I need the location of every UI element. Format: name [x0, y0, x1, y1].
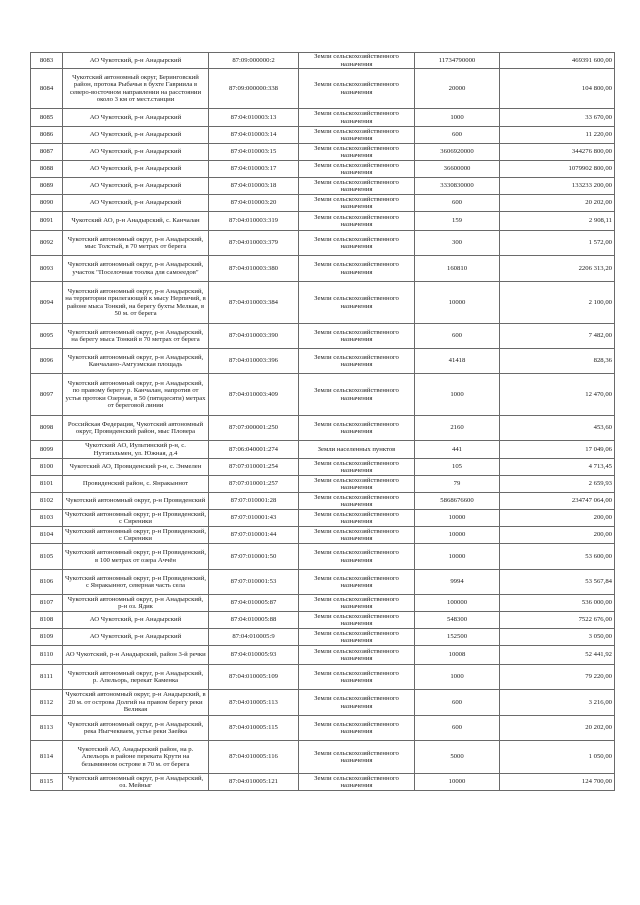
land-category: Земли сельскохозяйственного назначения — [299, 459, 415, 476]
land-category: Земли сельскохозяйственного назначения — [299, 195, 415, 212]
cadastral-number: 87:07:000001:250 — [209, 416, 299, 441]
land-category: Земли сельскохозяйственного назначения — [299, 282, 415, 324]
table-row — [31, 646, 615, 665]
parcel-number: 8111 — [31, 665, 63, 690]
parcel-area: 441 — [415, 441, 500, 459]
parcel-number: 8083 — [31, 53, 63, 69]
parcel-area: 20000 — [415, 69, 500, 109]
parcel-area: 548300 — [415, 612, 500, 629]
land-category: Земли сельскохозяйственного назначения — [299, 476, 415, 493]
table-row — [31, 109, 615, 127]
table-row — [31, 144, 615, 161]
cadastral-number: 87:04:010003:319 — [209, 212, 299, 231]
cadastral-value: 124 700,00 — [500, 774, 615, 791]
cadastral-number: 87:04:010003:20 — [209, 195, 299, 212]
cadastral-number: 87:04:010003:13 — [209, 109, 299, 127]
land-category: Земли сельскохозяйственного назначения — [299, 416, 415, 441]
parcel-number: 8107 — [31, 595, 63, 612]
land-category: Земли сельскохозяйственного назначения — [299, 595, 415, 612]
cadastral-value: 53 600,00 — [500, 544, 615, 570]
parcel-address: Чукотский АО, Иультинский р-н, с. Нутэпэльмен, ул. Южная, д.4 — [63, 441, 209, 459]
cadastral-value: 1 572,00 — [500, 231, 615, 256]
cadastral-number: 87:04:010003:409 — [209, 374, 299, 416]
cadastral-number: 87:04:010005:113 — [209, 690, 299, 716]
parcel-number: 8104 — [31, 527, 63, 544]
parcel-address: АО Чукотский, р-н Анадырский — [63, 161, 209, 178]
cadastral-value: 453,60 — [500, 416, 615, 441]
parcel-number: 8112 — [31, 690, 63, 716]
cadastral-value: 17 049,06 — [500, 441, 615, 459]
land-category: Земли сельскохозяйственного назначения — [299, 510, 415, 527]
land-category: Земли сельскохозяйственного назначения — [299, 544, 415, 570]
cadastral-value: 344276 800,00 — [500, 144, 615, 161]
parcel-number: 8114 — [31, 741, 63, 774]
cadastral-number: 87:04:010003:15 — [209, 144, 299, 161]
parcel-number: 8110 — [31, 646, 63, 665]
land-category: Земли сельскохозяйственного назначения — [299, 144, 415, 161]
land-category: Земли сельскохозяйственного назначения — [299, 161, 415, 178]
land-category: Земли сельскохозяйственного назначения — [299, 256, 415, 282]
parcel-address: Чукотский автономный округ, р-н Анадырский, р. Апельорь, перекат Каменка — [63, 665, 209, 690]
table-row — [31, 716, 615, 741]
parcel-address: Чукотский автономный округ, р-н Анадырский, по правому берегу р. Канчалан, напротив от устья протоки Озерная, в 50 (пятидесяти) метрах от береговой линии — [63, 374, 209, 416]
parcel-number: 8096 — [31, 349, 63, 374]
cadastral-value: 2 659,93 — [500, 476, 615, 493]
parcel-number: 8106 — [31, 570, 63, 595]
table-row — [31, 459, 615, 476]
parcel-area: 1000 — [415, 665, 500, 690]
land-category: Земли сельскохозяйственного назначения — [299, 349, 415, 374]
cadastral-number: 87:04:010005:116 — [209, 741, 299, 774]
cadastral-value: 7 482,00 — [500, 324, 615, 349]
cadastral-value: 52 441,92 — [500, 646, 615, 665]
land-category: Земли сельскохозяйственного назначения — [299, 690, 415, 716]
land-category: Земли сельскохозяйственного назначения — [299, 231, 415, 256]
cadastral-number: 87:04:010005:9 — [209, 629, 299, 646]
parcel-area: 600 — [415, 127, 500, 144]
table-row — [31, 195, 615, 212]
parcel-address: Чукотский автономный округ, р-н Анадырский, р-н оз. Ядик — [63, 595, 209, 612]
parcel-area: 300 — [415, 231, 500, 256]
parcel-area: 105 — [415, 459, 500, 476]
cadastral-number: 87:04:010003:390 — [209, 324, 299, 349]
cadastral-value: 3 050,00 — [500, 629, 615, 646]
parcel-area: 160810 — [415, 256, 500, 282]
parcel-number: 8099 — [31, 441, 63, 459]
parcel-address: Чукотский автономный округ, р-н Анадырский, в 20 м. от острова Долгий на правом берегу реки Великая — [63, 690, 209, 716]
cadastral-number: 87:07:010001:44 — [209, 527, 299, 544]
land-category: Земли сельскохозяйственного назначения — [299, 570, 415, 595]
table-row — [31, 69, 615, 109]
parcel-address: АО Чукотский, р-н Анадырский — [63, 178, 209, 195]
cadastral-number: 87:04:010005:115 — [209, 716, 299, 741]
cadastral-value: 11 220,00 — [500, 127, 615, 144]
cadastral-value: 33 670,00 — [500, 109, 615, 127]
land-category: Земли сельскохозяйственного назначения — [299, 612, 415, 629]
table-row — [31, 127, 615, 144]
table-row — [31, 324, 615, 349]
land-category: Земли сельскохозяйственного назначения — [299, 212, 415, 231]
parcel-address: АО Чукотский, р-н Анадырский — [63, 53, 209, 69]
cadastral-value: 20 202,00 — [500, 716, 615, 741]
land-category: Земли сельскохозяйственного назначения — [299, 53, 415, 69]
cadastral-value: 1 050,00 — [500, 741, 615, 774]
table-row — [31, 256, 615, 282]
parcel-area: 11734790000 — [415, 53, 500, 69]
parcel-address: Чукотский автономный округ, р-н Анадырский, Канчалано-Амгуэмская площадь — [63, 349, 209, 374]
cadastral-number: 87:04:010003:14 — [209, 127, 299, 144]
cadastral-value: 133233 200,00 — [500, 178, 615, 195]
parcel-area: 1000 — [415, 109, 500, 127]
parcel-address: Чукотский автономный округ, р-н Анадырский, на территории прилегающей к мысу Нерпичий, в районе мыса Тонкий, на берегу бухты Мелкая, в 50 м. от берега — [63, 282, 209, 324]
table-row — [31, 161, 615, 178]
parcel-address: АО Чукотский, р-н Анадырский — [63, 195, 209, 212]
parcel-number: 8102 — [31, 493, 63, 510]
cadastral-value: 2 100,00 — [500, 282, 615, 324]
parcel-number: 8095 — [31, 324, 63, 349]
cadastral-number: 87:04:010003:396 — [209, 349, 299, 374]
cadastral-number: 87:07:010001:50 — [209, 544, 299, 570]
cadastral-number: 87:07:010001:28 — [209, 493, 299, 510]
table-row — [31, 629, 615, 646]
parcel-address: Чукотский автономный округ, р-н Провиденский — [63, 493, 209, 510]
parcel-area: 10000 — [415, 282, 500, 324]
parcel-number: 8101 — [31, 476, 63, 493]
cadastral-number: 87:07:010001:43 — [209, 510, 299, 527]
parcel-address: Чукотский автономный округ, Беринговский район, протока Рыбачья в бухте Гавриила в северо-восточном направлении на расстоянии около 3 км от мест.станции — [63, 69, 209, 109]
parcel-area: 10000 — [415, 510, 500, 527]
parcel-area: 600 — [415, 195, 500, 212]
table-row — [31, 612, 615, 629]
parcel-area: 3606920000 — [415, 144, 500, 161]
parcel-area: 5868676600 — [415, 493, 500, 510]
table-row — [31, 544, 615, 570]
cadastral-value: 200,00 — [500, 527, 615, 544]
cadastral-value: 200,00 — [500, 510, 615, 527]
parcel-area: 3330830000 — [415, 178, 500, 195]
cadastral-value: 3 216,00 — [500, 690, 615, 716]
parcel-area: 10000 — [415, 544, 500, 570]
cadastral-number: 87:04:010003:384 — [209, 282, 299, 324]
parcel-number: 8085 — [31, 109, 63, 127]
table-row — [31, 416, 615, 441]
parcel-number: 8100 — [31, 459, 63, 476]
cadastral-number: 87:04:010005:109 — [209, 665, 299, 690]
cadastral-number: 87:04:010005:121 — [209, 774, 299, 791]
parcel-address: АО Чукотский, р-н Анадырский — [63, 629, 209, 646]
table-row — [31, 570, 615, 595]
cadastral-value: 12 470,00 — [500, 374, 615, 416]
parcel-address: Чукотский автономный округ, р-н Анадырский, река Ныгчекваем, устье реки Заейка — [63, 716, 209, 741]
parcel-area: 100000 — [415, 595, 500, 612]
parcel-number: 8087 — [31, 144, 63, 161]
parcel-address: Чукотский АО, р-н Анадырский, с. Канчалан — [63, 212, 209, 231]
land-category: Земли сельскохозяйственного назначения — [299, 741, 415, 774]
land-category: Земли сельскохозяйственного назначения — [299, 716, 415, 741]
table-row — [31, 690, 615, 716]
parcel-address: АО Чукотский, р-н Анадырский — [63, 144, 209, 161]
cadastral-value: 20 202,00 — [500, 195, 615, 212]
parcel-area: 10008 — [415, 646, 500, 665]
parcel-area: 9994 — [415, 570, 500, 595]
cadastral-value: 104 800,00 — [500, 69, 615, 109]
parcel-number: 8115 — [31, 774, 63, 791]
cadastral-value: 7522 676,00 — [500, 612, 615, 629]
parcel-address: Чукотский автономный округ, р-н Анадырский, мыс Толстый, в 70 метрах от берега — [63, 231, 209, 256]
cadastral-number: 87:07:010001:254 — [209, 459, 299, 476]
parcel-area: 79 — [415, 476, 500, 493]
parcel-address: АО Чукотский, р-н Анадырский — [63, 127, 209, 144]
parcel-area: 1000 — [415, 374, 500, 416]
land-category: Земли сельскохозяйственного назначения — [299, 109, 415, 127]
land-category: Земли сельскохозяйственного назначения — [299, 69, 415, 109]
table-row — [31, 741, 615, 774]
cadastral-value: 2206 313,20 — [500, 256, 615, 282]
table-row — [31, 510, 615, 527]
table-row — [31, 665, 615, 690]
parcel-area: 10000 — [415, 774, 500, 791]
land-category: Земли сельскохозяйственного назначения — [299, 127, 415, 144]
table-row — [31, 493, 615, 510]
cadastral-number: 87:04:010005:93 — [209, 646, 299, 665]
parcel-number: 8093 — [31, 256, 63, 282]
parcel-number: 8094 — [31, 282, 63, 324]
parcel-address: Чукотский автономный округ, р-н Провиденский, в 100 метрах от озера Аччён — [63, 544, 209, 570]
parcel-address: Чукотский автономный округ, р-н Анадырский, на берегу мыса Тонкий в 70 метрах от берега — [63, 324, 209, 349]
land-category: Земли населенных пунктов — [299, 441, 415, 459]
cadastral-value: 2 908,11 — [500, 212, 615, 231]
land-category: Земли сельскохозяйственного назначения — [299, 493, 415, 510]
cadastral-number: 87:07:010001:257 — [209, 476, 299, 493]
parcel-number: 8092 — [31, 231, 63, 256]
parcel-address: Провиденский район, с. Янракыннот — [63, 476, 209, 493]
cadastral-number: 87:09:000000:338 — [209, 69, 299, 109]
parcel-address: Чукотский АО, Анадырский район, на р. Апельорь в районе переката Крути на безымянном острове в 70 м. от берега — [63, 741, 209, 774]
parcel-area: 600 — [415, 690, 500, 716]
parcel-address: Чукотский автономный округ, р-н Анадырский, оз. Мейныг — [63, 774, 209, 791]
land-category: Земли сельскохозяйственного назначения — [299, 527, 415, 544]
parcel-address: Российская Федерация, Чукотский автономный округ, Провиденский район, мыс Пловера — [63, 416, 209, 441]
table-row — [31, 349, 615, 374]
parcel-address: АО Чукотский, р-н Анадырский, район 3-й речки — [63, 646, 209, 665]
parcel-area: 36600000 — [415, 161, 500, 178]
table-row — [31, 441, 615, 459]
cadastral-number: 87:04:010003:379 — [209, 231, 299, 256]
parcel-area: 600 — [415, 324, 500, 349]
parcel-address: Чукотский автономный округ, р-н Провиденский, с Сиреники — [63, 510, 209, 527]
table-row — [31, 282, 615, 324]
cadastral-number: 87:04:010005:87 — [209, 595, 299, 612]
parcel-area: 41418 — [415, 349, 500, 374]
land-category: Земли сельскохозяйственного назначения — [299, 324, 415, 349]
land-category: Земли сельскохозяйственного назначения — [299, 665, 415, 690]
parcel-area: 2160 — [415, 416, 500, 441]
table-row — [31, 178, 615, 195]
parcel-address: Чукотский АО, Провиденский р-н, с. Энмелен — [63, 459, 209, 476]
parcel-number: 8091 — [31, 212, 63, 231]
table-row — [31, 595, 615, 612]
cadastral-number: 87:04:010003:18 — [209, 178, 299, 195]
parcel-number: 8108 — [31, 612, 63, 629]
parcel-number: 8097 — [31, 374, 63, 416]
cadastral-value: 53 567,84 — [500, 570, 615, 595]
parcel-address: АО Чукотский, р-н Анадырский — [63, 612, 209, 629]
parcel-number: 8084 — [31, 69, 63, 109]
table-row — [31, 476, 615, 493]
cadastral-number: 87:04:010003:17 — [209, 161, 299, 178]
parcel-number: 8103 — [31, 510, 63, 527]
parcel-address: Чукотский автономный округ, р-н Провиденский, с Сиреники — [63, 527, 209, 544]
parcel-number: 8113 — [31, 716, 63, 741]
table-row — [31, 527, 615, 544]
table-row — [31, 774, 615, 791]
parcel-area: 5000 — [415, 741, 500, 774]
cadastral-value: 79 220,00 — [500, 665, 615, 690]
parcel-area: 159 — [415, 212, 500, 231]
land-category: Земли сельскохозяйственного назначения — [299, 178, 415, 195]
land-category: Земли сельскохозяйственного назначения — [299, 374, 415, 416]
cadastral-number: 87:09:000000:2 — [209, 53, 299, 69]
table-row — [31, 53, 615, 69]
parcel-address: Чукотский автономный округ, р-н Анадырский, участок "Поселочная тоолка для самоеедов" — [63, 256, 209, 282]
parcel-number: 8105 — [31, 544, 63, 570]
land-category: Земли сельскохозяйственного назначения — [299, 629, 415, 646]
parcel-number: 8086 — [31, 127, 63, 144]
cadastral-number: 87:04:010005:88 — [209, 612, 299, 629]
parcel-number: 8109 — [31, 629, 63, 646]
parcel-address: Чукотский автономный округ, р-н Провиденский, с Янракыннот, северная часть села — [63, 570, 209, 595]
cadastral-number: 87:04:010003:380 — [209, 256, 299, 282]
table-row — [31, 231, 615, 256]
parcel-number: 8089 — [31, 178, 63, 195]
cadastral-value: 4 713,45 — [500, 459, 615, 476]
parcel-number: 8098 — [31, 416, 63, 441]
parcel-area: 152500 — [415, 629, 500, 646]
parcel-number: 8088 — [31, 161, 63, 178]
cadastral-value: 1079902 800,00 — [500, 161, 615, 178]
cadastral-value: 469391 600,00 — [500, 53, 615, 69]
cadastral-value: 828,36 — [500, 349, 615, 374]
land-category: Земли сельскохозяйственного назначения — [299, 774, 415, 791]
cadastral-value: 536 000,00 — [500, 595, 615, 612]
parcel-number: 8090 — [31, 195, 63, 212]
land-registry-table — [30, 52, 615, 791]
table-row — [31, 212, 615, 231]
parcel-area: 600 — [415, 716, 500, 741]
land-category: Земли сельскохозяйственного назначения — [299, 646, 415, 665]
land-registry-rows — [31, 53, 615, 791]
cadastral-number: 87:06:040001:274 — [209, 441, 299, 459]
cadastral-value: 234747 064,00 — [500, 493, 615, 510]
parcel-area: 10000 — [415, 527, 500, 544]
cadastral-number: 87:07:010001:53 — [209, 570, 299, 595]
parcel-address: АО Чукотский, р-н Анадырский — [63, 109, 209, 127]
table-row — [31, 374, 615, 416]
